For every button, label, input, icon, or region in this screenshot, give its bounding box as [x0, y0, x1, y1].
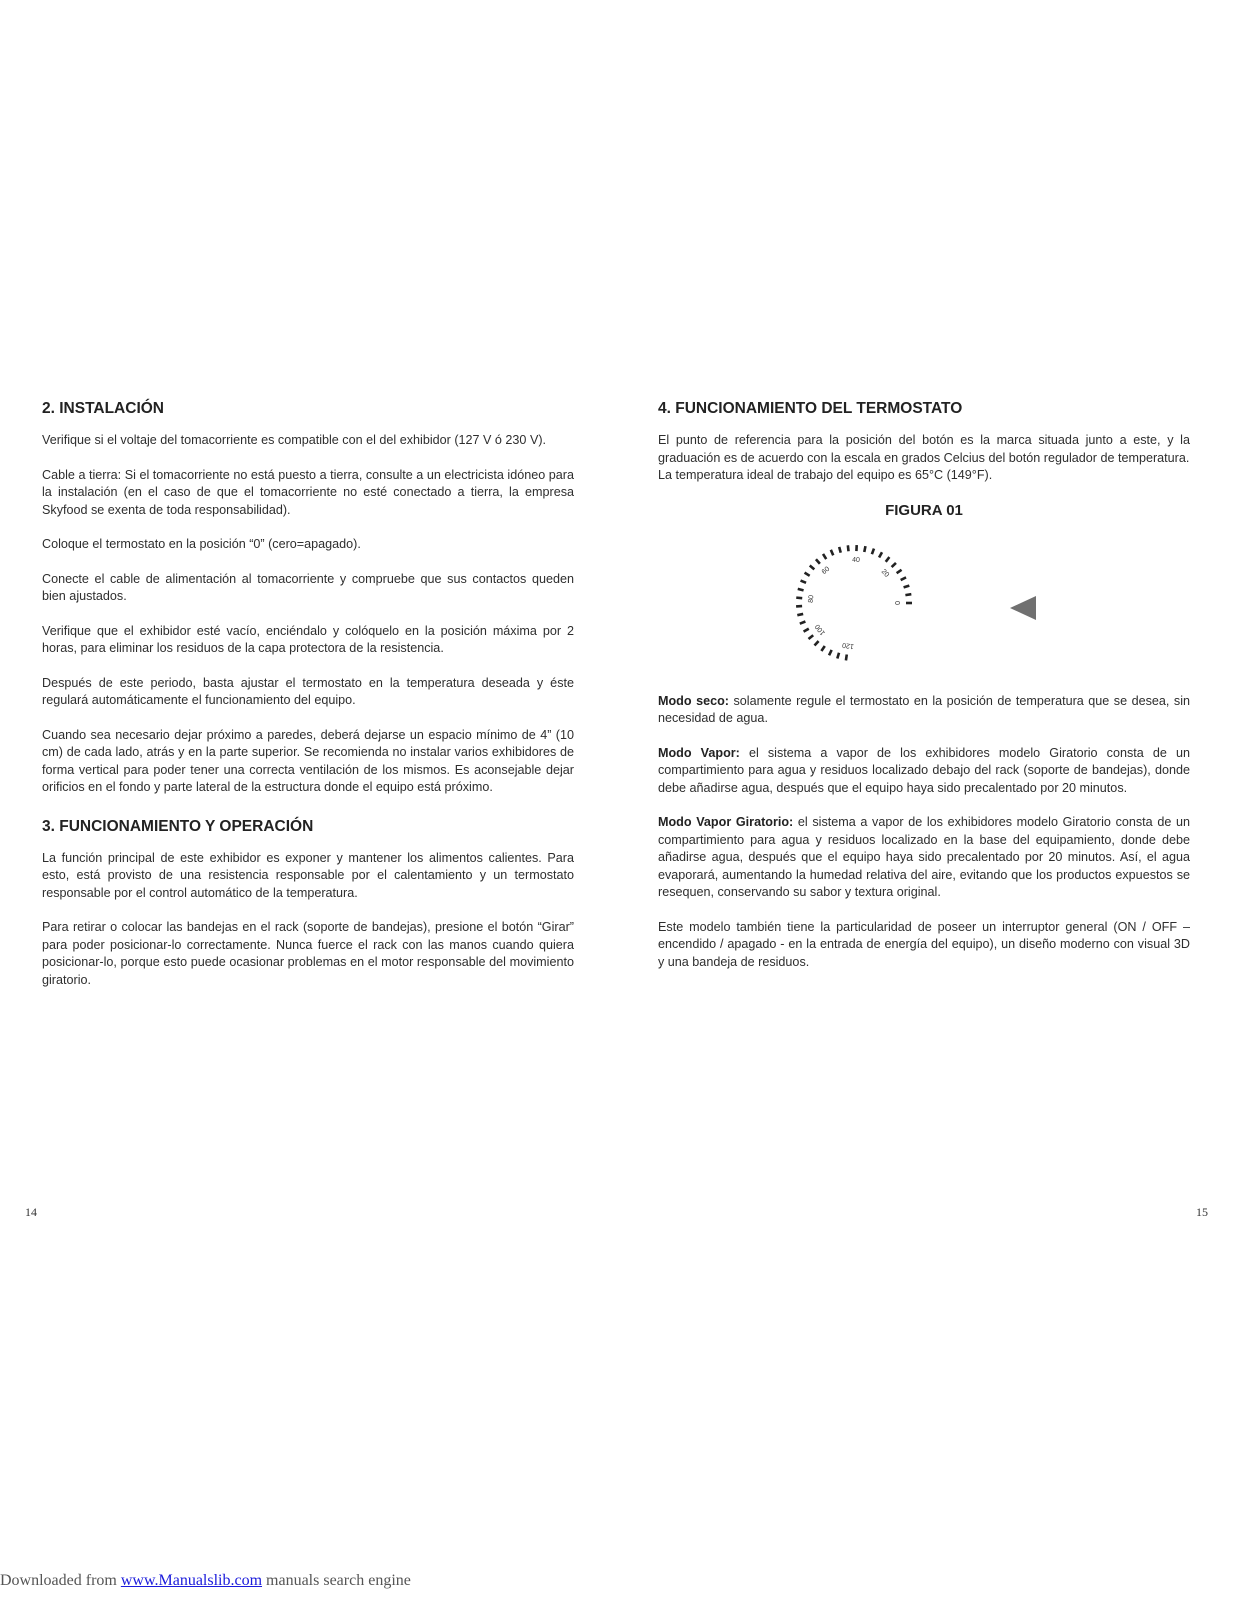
dial-tick	[821, 646, 824, 651]
dial-tick	[901, 577, 906, 580]
dial-tick	[864, 546, 865, 552]
figure-title: FIGURA 01	[885, 501, 963, 519]
dial-tick	[886, 557, 890, 562]
section-4-title: 4. FUNCIONAMIENTO DEL TERMOSTATO	[658, 400, 963, 417]
dial-tick	[892, 562, 896, 566]
footer-prefix: Downloaded from	[0, 1572, 121, 1589]
paragraph-modo-vapor-giratorio: Modo Vapor Giratorio: el sistema a vapor de los exhibidores modelo Giratorio consta de un compartimiento para agua y residuos localizado en la base del equipamiento, donde debe añadirse agua, después que el equipo haya sido precalentado por 20 minutos. Así, el agua evaporará, aumentando la humedad relativa del aire, evitando que los productos expuestos se resequen, conservando su sabor y textura original.	[658, 815, 1191, 899]
dial-tick	[837, 652, 839, 658]
paragraph: Verifique si el voltaje del tomacorriente es compatible con el del exhibidor (127 V ó 230 V).	[42, 433, 547, 447]
dial-label: 40	[851, 556, 861, 564]
section-2-title: 2. INSTALACIÓN	[42, 400, 164, 417]
thermostat-dial-icon	[784, 533, 924, 673]
manualslib-link[interactable]: www.Manualslib.com	[120, 1572, 263, 1589]
dial-tick	[879, 552, 882, 557]
paragraph: La temperatura ideal de trabajo del equipo es 65°C (149°F).	[658, 468, 993, 482]
dial-tick	[805, 572, 810, 575]
dial-tick	[905, 594, 911, 595]
dial-tick	[846, 654, 847, 660]
dial-tick	[823, 553, 826, 558]
footer-suffix: manuals search engine	[262, 1572, 411, 1589]
dial-tick	[829, 649, 832, 654]
dial-label: 20	[879, 567, 891, 579]
dial-label: 60	[820, 565, 832, 576]
paragraph-modo-vapor: Modo Vapor: el sistema a vapor de los exhibidores modelo Giratorio consta de un compartimiento para agua y residuos localizado debajo del rack (soporte de bandejas), donde debe añadirse agua, después que el equipo haya sido precalentado por 20 minutos.	[658, 745, 1190, 795]
paragraph-modo-seco: Modo seco: solamente regule el termostato en la posición de temperatura que se desea, sin necesidad de agua.	[658, 693, 1190, 725]
paragraph: Para retirar o colocar las bandejas en el rack (soporte de bandejas), presione el botón “Girar” para poder posicionar-lo correctamente. Nunca fuerce el rack con las manos cuando quiera posicionar-lo, porque esto puede ocasionar problemas en el motor responsable del movimiento giratorio.	[42, 920, 574, 987]
dial-tick	[839, 546, 841, 552]
right-column	[658, 400, 1190, 988]
dial-tick	[872, 548, 874, 554]
dial-tick	[804, 628, 809, 631]
paragraph: El punto de referencia para la posición del botón es la marca situada junto a este, y la graduación es de acuerdo con la escala en grados Celcius del botón regulador de temperatura.	[658, 433, 1190, 465]
dial-label: 120	[841, 640, 855, 650]
paragraph: Cuando sea necesario dejar próximo a paredes, deberá dejarse un espacio mínimo de 4” (10 cm) de cada lado, atrás y en la parte superior. Se recomienda no instalar varios exhibidores de forma vertical para poder tener una correcta ventilación de los mismos. Es aconsejable dejar orificios en el fondo y parte lateral de la estructura donde el equipo está próximo.	[42, 727, 574, 794]
paragraph: Cable a tierra: Si el tomacorriente no está puesto a tierra, consulte a un electricista idóneo para la instalación (en el caso de que el tomacorriente no esté conectado a tierra, la empresa Skyfood se exenta de toda responsabilidad).	[42, 467, 574, 517]
page-number-right: 15	[1196, 1205, 1208, 1219]
dial-label: 0	[893, 600, 901, 605]
dial-tick	[809, 635, 814, 639]
paragraph: Este modelo también tiene la particularidad de poseer un interruptor general (ON / OFF – encendido / apagado - en la entrada de energía del equipo), un diseño moderno con visual 3D y una bandeja de residuos.	[658, 919, 1190, 969]
dial-tick	[848, 545, 849, 551]
dial-tick	[897, 569, 902, 572]
dial-tick	[904, 585, 910, 587]
page-number-left: 14	[25, 1205, 37, 1219]
paragraph: Coloque el termostato en la posición “0” (cero=apagado).	[42, 537, 361, 551]
dial-label: 80	[807, 594, 816, 603]
dial-tick	[814, 641, 818, 645]
dial-tick	[796, 597, 802, 598]
section-3-title: 3. FUNCIONAMIENTO Y OPERACIÓN	[42, 817, 314, 835]
footer	[0, 1572, 411, 1590]
thermostat-figure	[658, 533, 1190, 683]
dial-tick	[816, 559, 820, 564]
dial-tick	[831, 549, 833, 555]
paragraph: La función principal de este exhibidor es exponer y mantener los alimentos calientes. Para esto, está provisto de una resistencia responsable por el calentamiento y un termostato responsable por el control automático de la temperatura.	[42, 850, 574, 900]
dial-tick	[798, 588, 804, 589]
dial-tick	[801, 580, 807, 582]
reference-arrow-icon	[1008, 593, 1038, 623]
paragraph: Verifique que el exhibidor esté vacío, enciéndalo y colóquelo en la posición máxima por 2 horas, para eliminar los residuos de la capa protectora de la resistencia.	[42, 623, 574, 655]
dial-tick	[800, 621, 806, 623]
left-column	[42, 400, 574, 1006]
dial-tick	[810, 565, 815, 569]
dial-tick	[797, 613, 803, 614]
paragraph: Después de este periodo, basta ajustar el termostato en la temperatura deseada y éste regulará automáticamente el funcionamiento del equipo.	[42, 675, 574, 707]
dial-label: 100	[814, 622, 827, 636]
paragraph: Conecte el cable de alimentación al tomacorriente y compruebe que sus contactos queden bien ajustados.	[42, 571, 574, 603]
